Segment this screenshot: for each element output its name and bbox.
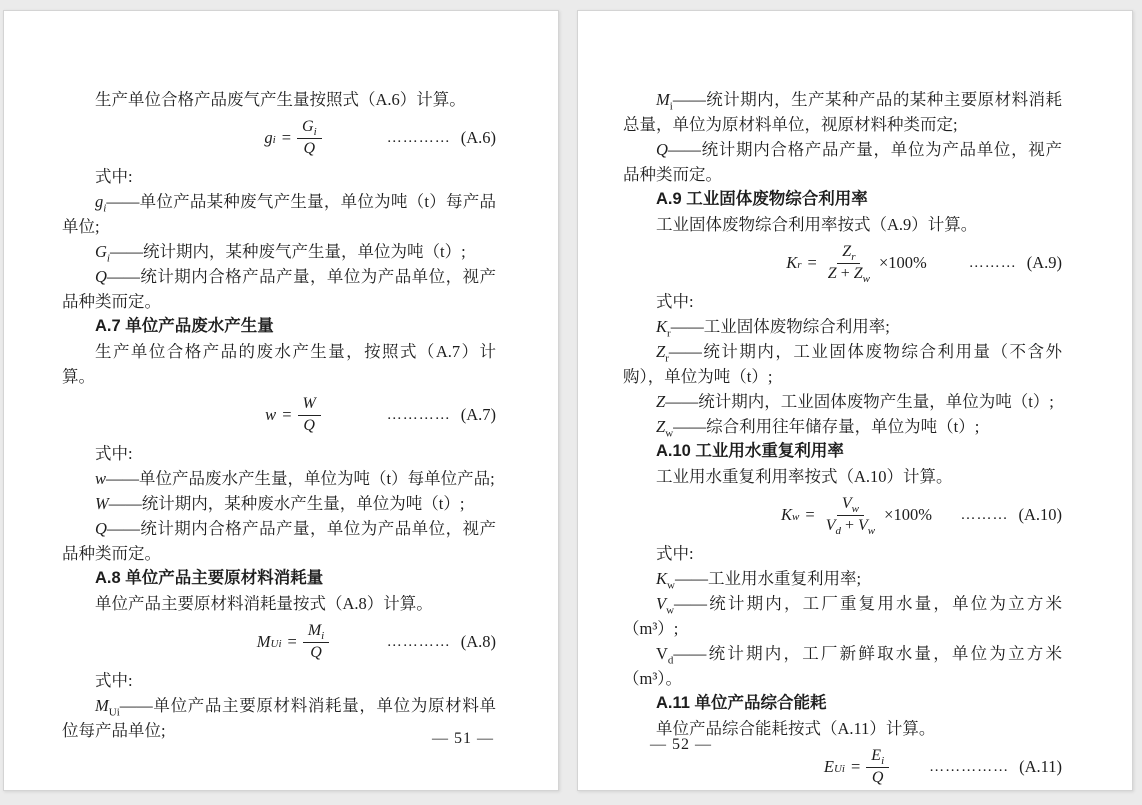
paragraph	[623, 389, 1062, 414]
equation	[781, 494, 932, 536]
math-var: Ui	[108, 706, 120, 719]
math-var: Z	[853, 265, 863, 282]
text-run: ——统计期内，工业固体废物产生量，单位为吨（t）;	[665, 392, 1054, 411]
text-run: ——统计期内，工厂重复用水量，单位为立方米（m³）;	[623, 594, 1062, 638]
numerator	[837, 494, 864, 516]
dot-leader: …………	[386, 129, 451, 146]
math-var: Z	[656, 342, 666, 361]
paragraph	[623, 314, 1062, 339]
math-var: Q	[656, 140, 668, 159]
math-var: E	[871, 747, 882, 764]
text-run: ——单位产品主要原材料消耗量，单位为原材料单位每产品单位;	[62, 696, 496, 740]
text-run: A.7 单位产品废水产生量	[95, 317, 274, 335]
math-var: Q	[310, 644, 322, 661]
paragraph	[623, 641, 1062, 691]
equation-label: (A.6)	[460, 128, 496, 147]
section-heading	[62, 314, 496, 339]
text-run: ——单位产品某种废气产生量，单位为吨（t）每产品单位;	[62, 192, 496, 236]
math-var: M	[656, 90, 670, 109]
denominator	[298, 416, 320, 436]
paragraph	[62, 668, 496, 693]
math-var: i	[881, 755, 885, 768]
math-var: i	[669, 100, 673, 113]
paragraph	[62, 164, 496, 189]
text-run: A.9 工业固体废物综合利用率	[656, 190, 868, 208]
equation-label: (A.10)	[1018, 505, 1062, 524]
text-run: ——统计期内，某种废水产生量，单位为吨（t）;	[108, 494, 465, 513]
paragraph	[623, 87, 1062, 137]
text-run: +	[840, 517, 859, 534]
math-var: d	[835, 525, 841, 538]
text-run: ——单位产品废水产生量，单位为吨（t）每单位产品;	[106, 469, 495, 488]
equation-label: (A.8)	[460, 632, 496, 651]
math-var: Z	[656, 417, 666, 436]
page-52	[577, 10, 1133, 791]
text-run: ——统计期内，生产某种产品的某种主要原材料消耗总量，单位为原材料单位，视原材料种类而定;	[623, 90, 1062, 134]
fraction	[298, 394, 321, 436]
math-var: Z	[656, 392, 666, 411]
equation-lhs: M Ui	[256, 632, 282, 651]
paragraph	[623, 137, 1062, 187]
paragraph	[62, 466, 496, 491]
text-run: 生产单位合格产品的废水产生量，按照式（A.7）计算。	[62, 342, 496, 386]
text-run: A.11 单位产品综合能耗	[656, 694, 827, 712]
section-heading	[623, 691, 1062, 716]
math-var: M	[95, 696, 109, 715]
equation	[265, 394, 321, 436]
paragraph	[62, 239, 496, 264]
math-var: K	[656, 569, 668, 588]
math-var: d	[667, 654, 674, 667]
equation-label: (A.7)	[460, 405, 496, 424]
equation-tail	[387, 632, 496, 652]
text-run: 工业用水重复利用率按式（A.10）计算。	[656, 467, 953, 486]
paragraph	[623, 339, 1062, 389]
math-var: K	[786, 253, 798, 272]
text-run: ——统计期内合格产品产量，单位为产品单位，视产品种类而定。	[62, 519, 496, 563]
math-var: Q	[871, 769, 884, 786]
numerator	[303, 621, 329, 643]
equation-tail	[387, 128, 496, 148]
text-run: 式中:	[95, 167, 133, 186]
page-number: — 52 —	[650, 736, 712, 753]
equation-label: (A.9)	[1026, 253, 1062, 272]
math-var: K	[656, 317, 668, 336]
math-var: r	[851, 251, 856, 264]
paragraph	[623, 591, 1062, 641]
math-var: V	[841, 495, 852, 512]
text-run: 工业固体废物综合利用率按式（A.9）计算。	[656, 215, 978, 234]
math-var: Q	[95, 519, 107, 538]
paragraph	[62, 189, 496, 239]
denominator	[305, 643, 327, 663]
fraction	[866, 746, 889, 788]
math-var: V	[858, 517, 868, 534]
percent-suffix: ×100%	[884, 505, 932, 524]
dot-leader: …………	[386, 406, 451, 423]
text-run: A.8 单位产品主要原材料消耗量	[95, 569, 324, 587]
math-var: g	[95, 192, 104, 211]
math-var: w	[666, 604, 675, 617]
percent-suffix: ×100%	[878, 253, 927, 272]
section-heading	[623, 187, 1062, 212]
denominator	[867, 768, 889, 788]
math-var: w	[95, 469, 107, 488]
equation-lhs: g i	[264, 128, 276, 147]
fraction	[821, 494, 880, 536]
fraction	[303, 621, 329, 663]
text-run: 式中:	[95, 671, 133, 690]
text-run: 式中:	[656, 292, 694, 311]
paragraph	[623, 464, 1062, 489]
paragraph	[62, 491, 496, 516]
equals-sign: =	[287, 632, 297, 651]
math-var: Q	[95, 267, 107, 286]
text-run: ——统计期内合格产品产量，单位为产品单位，视产品种类而定。	[62, 267, 496, 311]
equals-sign: =	[281, 128, 291, 147]
math-var: r	[665, 352, 669, 365]
math-var: M	[256, 632, 271, 651]
text-run: ——统计期内合格产品产量，单位为产品单位，视产品种类而定。	[623, 140, 1062, 184]
formula-block	[62, 113, 496, 163]
paragraph	[623, 289, 1062, 314]
equation-lhs: K w	[781, 505, 800, 524]
math-var: r	[667, 327, 671, 340]
text-run: ——统计期内，工业固体废物综合利用量（不含外购），单位为吨（t）;	[623, 342, 1062, 386]
equation-tail	[960, 505, 1062, 525]
equation	[786, 242, 927, 284]
fraction	[297, 117, 322, 159]
numerator	[297, 117, 322, 139]
equals-sign: =	[805, 505, 815, 524]
page-body	[623, 87, 1062, 792]
formula-block	[62, 390, 496, 440]
math-var: W	[302, 395, 316, 412]
math-var: V	[825, 517, 836, 534]
equation-lhs: E Ui	[823, 757, 845, 776]
paragraph	[62, 591, 496, 616]
denominator	[821, 516, 880, 536]
equation-lhs	[265, 405, 276, 425]
math-var: i	[313, 126, 317, 139]
math-var: w	[665, 427, 674, 440]
section-heading	[623, 439, 1062, 464]
equation-label: (A.11)	[1019, 757, 1062, 776]
paragraph	[62, 87, 496, 112]
text-run: A.10 工业用水重复利用率	[656, 442, 844, 460]
math-var: Q	[303, 417, 315, 434]
text-run: V	[656, 644, 668, 663]
formula-block	[623, 238, 1062, 288]
numerator	[837, 242, 860, 264]
equals-sign: =	[282, 405, 292, 424]
equals-sign: =	[807, 253, 817, 272]
equation-tail	[929, 757, 1062, 777]
fraction	[823, 242, 875, 284]
text-run: ——工业固体废物综合利用率;	[670, 317, 890, 336]
math-var: i	[321, 630, 325, 643]
text-run: ——综合利用往年储存量，单位为吨（t）;	[673, 417, 980, 436]
page-number: — 51 —	[432, 730, 494, 747]
math-var: Z	[842, 243, 852, 260]
equation	[264, 117, 321, 159]
paragraph	[623, 541, 1062, 566]
dot-leader: …………	[386, 633, 451, 650]
page-51	[3, 10, 559, 791]
math-var: Q	[303, 140, 316, 157]
math-var: M	[307, 622, 322, 639]
text-run: ——统计期内，某种废气产生量，单位为吨（t）;	[109, 242, 466, 261]
equation-tail	[387, 405, 496, 425]
text-run: 单位产品主要原材料消耗量按式（A.8）计算。	[95, 594, 433, 613]
text-run: +	[836, 265, 854, 282]
math-var: g	[264, 128, 273, 147]
equation-lhs: K r	[786, 253, 802, 272]
page-body	[62, 87, 496, 743]
paragraph	[623, 414, 1062, 439]
text-run: ——统计期内，工厂新鲜取水量，单位为立方米（m³）。	[623, 644, 1062, 688]
dot-leader: ……………	[929, 758, 1010, 775]
paragraph	[62, 693, 496, 743]
formula-block	[623, 490, 1062, 540]
math-var: W	[95, 494, 109, 513]
text-run: 式中:	[95, 444, 133, 463]
numerator	[298, 394, 321, 416]
math-var: w	[265, 405, 277, 424]
math-var: V	[656, 594, 667, 613]
paragraph	[623, 212, 1062, 237]
numerator	[866, 746, 889, 768]
math-var: E	[823, 757, 834, 776]
math-var: G	[95, 242, 107, 261]
paragraph	[62, 516, 496, 566]
section-heading	[62, 566, 496, 591]
math-var: w	[862, 273, 870, 286]
math-var: K	[781, 505, 793, 524]
text-run: 单位产品综合能耗按式（A.11）计算。	[656, 719, 936, 738]
math-var: w	[851, 503, 859, 516]
equation	[257, 621, 329, 663]
equals-sign: =	[850, 757, 861, 776]
text-run: 生产单位合格产品废气产生量按照式（A.6）计算。	[95, 90, 466, 109]
equation	[824, 746, 889, 788]
math-var: i	[106, 252, 110, 265]
math-var: w	[667, 579, 675, 592]
equation-tail	[969, 253, 1062, 273]
paragraph	[62, 339, 496, 389]
dot-leader: ………	[968, 254, 1017, 271]
formula-block	[62, 617, 496, 667]
paragraph	[62, 264, 496, 314]
paragraph	[623, 566, 1062, 591]
denominator	[299, 139, 321, 159]
math-var: G	[302, 118, 314, 135]
text-run: ——工业用水重复利用率;	[674, 569, 862, 588]
math-var: Z	[827, 265, 837, 282]
math-var: w	[867, 525, 876, 538]
math-var: i	[103, 202, 107, 215]
text-run: 式中:	[656, 544, 694, 563]
paragraph	[62, 441, 496, 466]
denominator	[823, 264, 875, 284]
dot-leader: ………	[960, 506, 1009, 523]
